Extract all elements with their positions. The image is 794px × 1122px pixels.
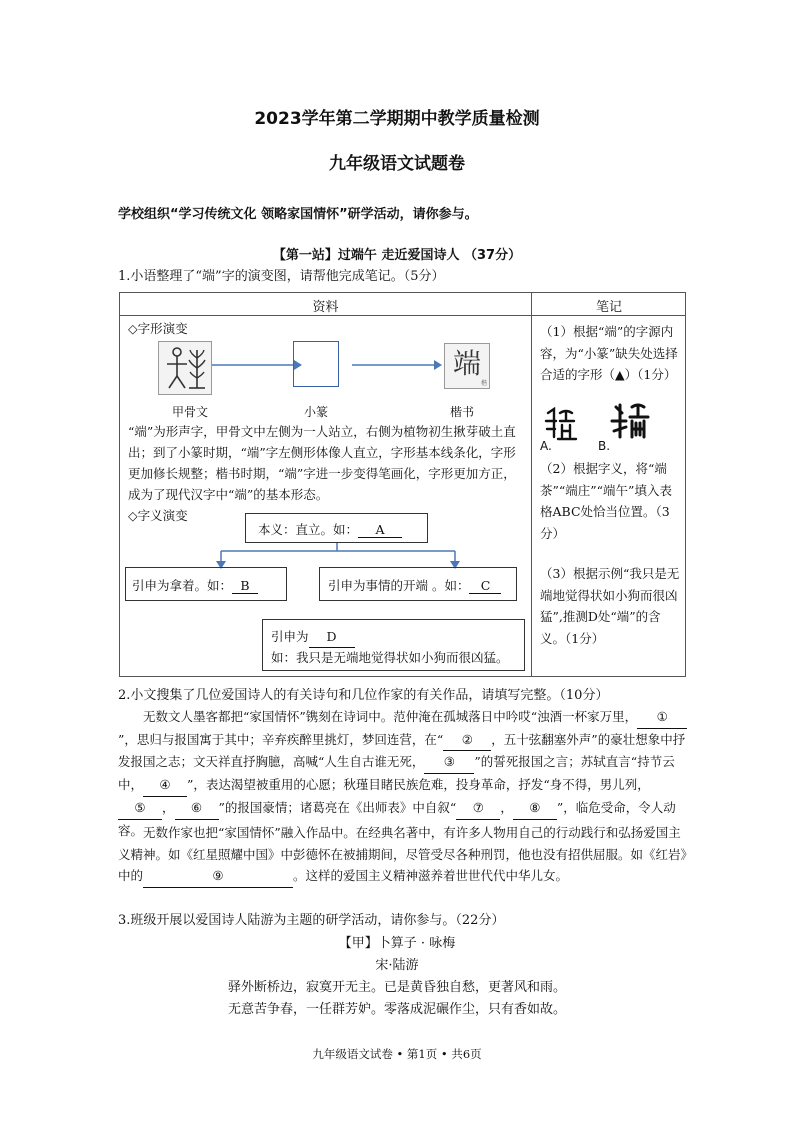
question-2-paragraph-1 — [118, 706, 688, 841]
q2-text: 无数文人墨客都把“家国情怀”镌刻在诗词中。范仲淹在孤城落日中吟哎“浊酒一杯家万里， — [143, 709, 638, 724]
seal-options — [540, 403, 680, 457]
q2-text: 。这样的爱国主义精神滋养着世世代代中华儿女。 — [293, 868, 569, 884]
oracle-bone-figure-icon — [159, 342, 211, 394]
blank-7: ⑦ — [456, 797, 500, 820]
blank-3: ③ — [424, 751, 474, 774]
blank-d: D — [309, 627, 355, 648]
blank-8: ⑧ — [513, 797, 557, 820]
original-meaning-text: 本义：直立。如： — [258, 522, 359, 537]
materials-notes-table — [119, 292, 686, 677]
poem-line-2: 无意苦争春，一任群芳妒。零落成泥碾作尘，只有香如故。 — [227, 1002, 566, 1017]
blank-a: A — [358, 522, 402, 538]
d-meaning-example: 如：我只是无端地觉得状如小狗而很凶猛。 — [271, 650, 509, 665]
blank-5: ⑤ — [118, 797, 162, 820]
option-a-seal-glyph — [544, 407, 580, 441]
seal-script-label: 小篆 — [304, 405, 329, 419]
seal-script-blank-box — [293, 341, 339, 387]
exam-title: 2023学年第二学期期中教学质量检测 — [254, 109, 540, 129]
poem-author: 宋·陆游 — [375, 958, 419, 973]
start-meaning-text: 引申为事情的开端 。如： — [328, 578, 470, 593]
blank-9: ⑨ — [143, 865, 293, 888]
q2-text: ”，临危受命，令人动容。 — [118, 799, 676, 838]
held-meaning-box — [125, 567, 287, 601]
blank-4: ④ — [143, 774, 187, 797]
poem-line-1: 驿外断桥边，寂寞开无主。已是黄昏独自愁，更著风和雨。 — [227, 980, 566, 995]
blank-1: ① — [637, 706, 687, 729]
option-b-seal-glyph — [610, 403, 650, 443]
form-evolution-text: “端”为形声字，甲骨文中左侧为一人站立，右侧为植物初生揪芽破土直出；到了小篆时期，“端”字左侧形体像人直立，字形基本线条化，字形更加修长规整；楷书时期，“端”字进一步变得笔画化，字形更加方正，成为了现代汉字中“端”的基本形态。 — [128, 424, 516, 502]
activity-intro: 学校组织“学习传统文化 领略家国情怀”研学活动，请你参与。 — [118, 207, 478, 222]
q2-text: 无数作家也把“家国情怀”融入作品中。在经典名著中，有许多人物用自己的行动践行和弘扬爱国主义精神。如《红星照耀中国》中彭德怀在被捕期间，尽管受尽各种刑罚，他也没有招供屈服。如《红岩》中的 — [118, 825, 687, 884]
d-meaning-box — [262, 619, 525, 671]
d-meaning-text: 引申为 — [271, 629, 309, 644]
meaning-evolution-heading: ◇字义演变 — [128, 508, 188, 523]
start-meaning-box — [319, 567, 517, 601]
question-2-stem: 2.小文搜集了几位爱国诗人的有关诗句和几位作家的有关作品，请填写完整。（10分） — [118, 688, 609, 703]
q2-text: ， — [500, 799, 513, 815]
q2-text: ”的报国豪情；诸葛亮在《出师表》中自叙“ — [218, 799, 457, 815]
blank-6: ⑥ — [175, 797, 219, 820]
table-column-divider — [531, 293, 532, 676]
original-meaning-box — [245, 513, 428, 543]
note-2: （2）根据字义，将“端茶”“端庄”“端午”填入表格ABC处恰当位置。（3分） — [540, 461, 672, 541]
note-1: （1）根据“端”的字源内容，为“小篆”缺失处选择合适的字形（▲）（1分） — [540, 324, 678, 382]
q2-text: ”，表达渴望被重用的心愿；秋瑾目睹民族危难，投身革命，抒发“身不得，男儿列， — [187, 777, 650, 793]
oracle-bone-glyph-image — [158, 341, 212, 395]
blank-c: C — [469, 578, 501, 594]
q2-text: ， — [162, 799, 175, 815]
notes-column-header: 笔记 — [595, 300, 622, 315]
q2-text: ”的誓死报国之言；苏轼直言“持节云中， — [118, 754, 675, 793]
oracle-bone-label: 甲骨文 — [172, 405, 209, 419]
meaning-tree-connector — [215, 543, 465, 569]
poem-title: 【甲】卜算子 · 咏梅 — [338, 936, 456, 951]
arrow-oracle-to-seal — [212, 359, 302, 371]
q2-text: ”，思归与报国寓于其中；辛弃疾醉里挑灯，梦回连营，在“ — [118, 731, 444, 747]
held-meaning-text: 引申为拿着。如： — [132, 578, 233, 593]
exam-subtitle: 九年级语文试题卷 — [329, 154, 465, 174]
materials-column-header: 资料 — [312, 300, 339, 315]
regular-script-glyph-image — [444, 343, 490, 389]
regular-seal-mark: 楷 — [480, 380, 487, 387]
q2-text: ，五十弦翻塞外声”的豪壮想象中抒发报国之志；文天祥直抒胸臆，高喊“人生自古谁无死， — [118, 731, 686, 770]
question-1-stem: 1.小语整理了“端”字的演变图，请帮他完成笔记。（5分） — [118, 269, 445, 284]
question-3-stem: 3.班级开展以爱国诗人陆游为主题的研学活动，请你参与。（22分） — [118, 913, 505, 928]
option-b-label: B. — [598, 439, 611, 453]
station-heading: 【第一站】过端午 走近爱国诗人 （37分） — [272, 248, 522, 263]
regular-glyph: 端 — [452, 347, 481, 380]
blank-b: B — [232, 578, 258, 594]
question-2-paragraph-2 — [118, 822, 688, 888]
option-a-label: A. — [540, 439, 552, 453]
arrow-seal-to-regular — [352, 359, 442, 371]
regular-script-label: 楷书 — [450, 405, 475, 419]
page-footer: 九年级语文试卷 • 第1页 • 共6页 — [312, 1047, 482, 1061]
blank-2: ② — [443, 729, 491, 752]
note-3: （3）根据示例“我只是无端地觉得状如小狗而很凶猛”,推测D处“端”的含义。（1分） — [540, 566, 680, 646]
form-evolution-heading: ◇字形演变 — [128, 321, 188, 336]
